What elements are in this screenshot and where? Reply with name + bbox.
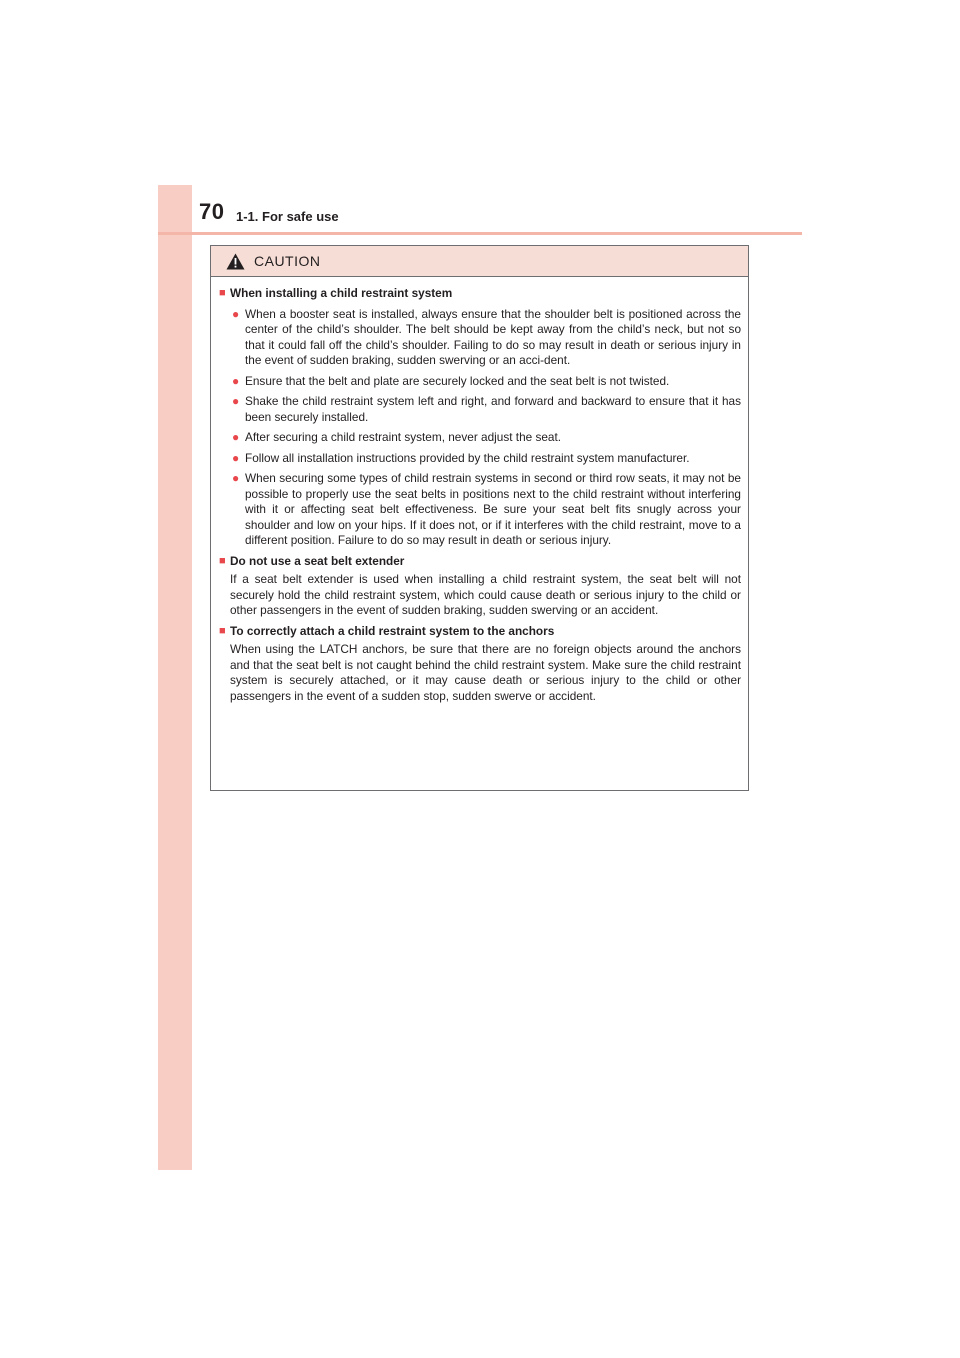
list-item: ● When a booster seat is installed, always ensure that the shoulder belt is positioned across the center of the child’s shoulder. The belt should be kept away from the child’s neck, but not so that it could fall off the child’s shoulder. Failing to do so may result in death or serious injury in the event of sudden braking, sudden swerving or an acci-dent. bbox=[232, 306, 741, 367]
section-heading: ■ Do not use a seat belt extender bbox=[219, 553, 405, 568]
square-bullet-icon: ■ bbox=[219, 554, 226, 567]
section-paragraph: When using the LATCH anchors, be sure that there are no foreign objects around the anchors and that the seat belt is not caught behind the child restraint system. Make sure the child restraint system is securely attached, or it may cause death or serious injury to the child or other passengers in the event of a sudden stop, sudden swerve or accident. bbox=[230, 642, 741, 703]
caution-label: CAUTION bbox=[254, 253, 321, 269]
list-item: ● Follow all installation instructions provided by the child restraint system manufacturer. bbox=[232, 450, 690, 465]
caution-box bbox=[210, 245, 749, 791]
circle-bullet-icon: ● bbox=[232, 394, 240, 408]
square-bullet-icon: ■ bbox=[219, 287, 226, 299]
section-heading: ■ To correctly attach a child restraint system to the anchors bbox=[219, 623, 555, 638]
list-item: ● When securing some types of child restrain systems in second or third row seats, it may not be possible to properly use the seat belts in positions next to the child restraint without interfering with it or affecting seat belt effectiveness. Be sure your seat belt fits snugly across your shoulder and low on your hips. If it does not, or if it interferes with the child restraint, move to a different position. Failure to do so may result in death or serious injury. bbox=[232, 471, 741, 547]
section-title: 1-1. For safe use bbox=[236, 209, 339, 224]
square-bullet-icon: ■ bbox=[219, 624, 226, 637]
list-item: ● Shake the child restraint system left and right, and forward and backward to ensure that it has been securely installed. bbox=[232, 394, 741, 424]
chapter-side-tab bbox=[158, 185, 192, 1170]
header-rule bbox=[158, 232, 802, 235]
circle-bullet-icon: ● bbox=[232, 430, 240, 444]
list-item: ● Ensure that the belt and plate are securely locked and the seat belt is not twisted. bbox=[232, 373, 670, 388]
page-number: 70 bbox=[199, 199, 225, 224]
caution-body bbox=[211, 277, 748, 704]
circle-bullet-icon: ● bbox=[232, 471, 240, 485]
circle-bullet-icon: ● bbox=[232, 450, 240, 465]
list-item: ● After securing a child restraint system, never adjust the seat. bbox=[232, 430, 562, 444]
circle-bullet-icon: ● bbox=[232, 306, 240, 321]
caution-header bbox=[211, 246, 748, 277]
circle-bullet-icon: ● bbox=[232, 373, 240, 388]
section-paragraph: If a seat belt extender is used when installing a child restraint system, the seat belt will not securely hold the child restraint system, which could cause death or serious injury to the child or other passengers in the event of sudden braking, sudden swerving or an accident. bbox=[230, 572, 741, 617]
warning-triangle-icon bbox=[226, 253, 245, 270]
section-heading: ■ When installing a child restraint system bbox=[219, 286, 453, 300]
